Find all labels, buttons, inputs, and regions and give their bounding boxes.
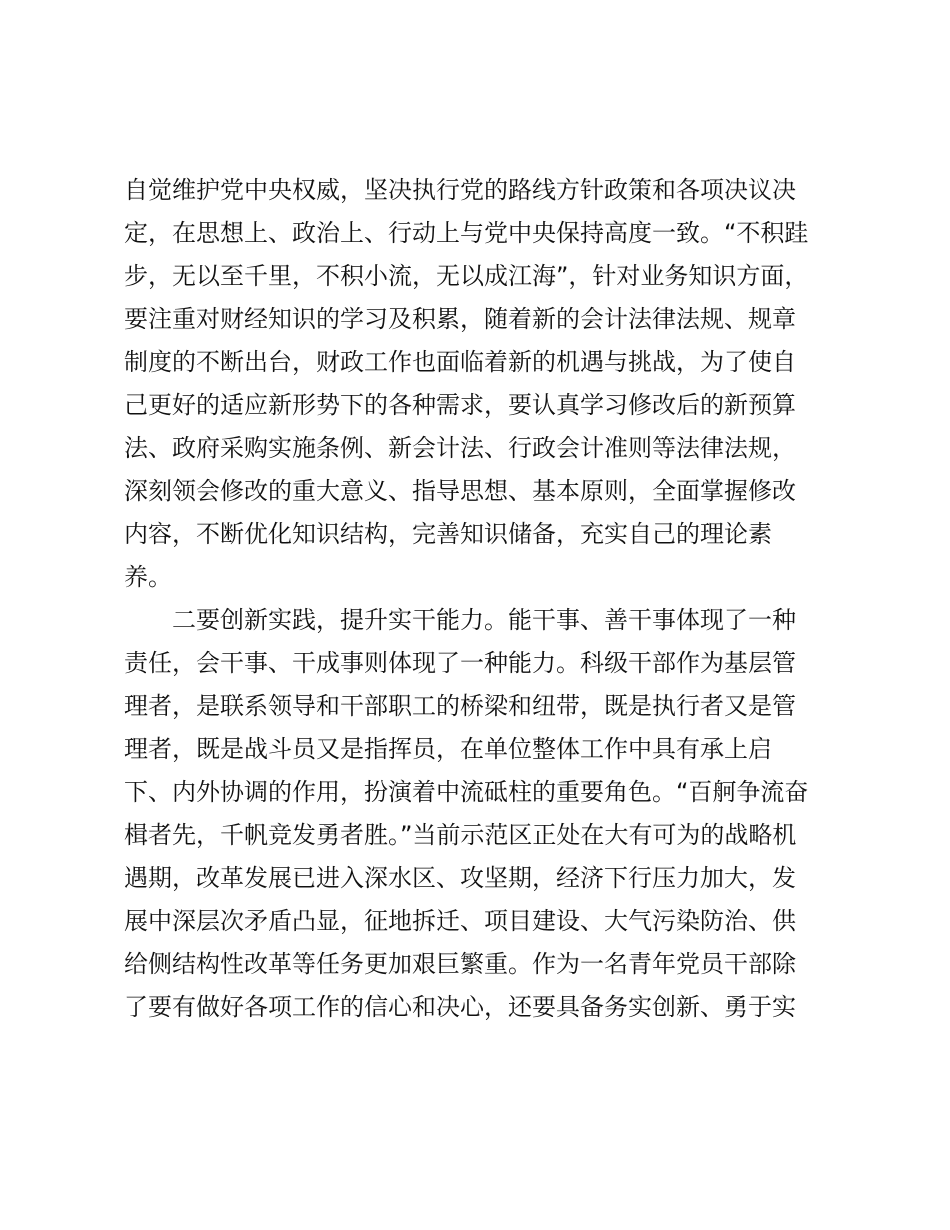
- text-line-17: 遇期，改革发展已进入深水区、攻坚期，经济下行压力加大，发: [124, 864, 796, 892]
- text-line-5: 制度的不断出台，财政工作也面临着新的机遇与挑战，为了使自: [124, 348, 796, 376]
- text-line-10: 养。: [124, 563, 172, 591]
- text-line-19: 给侧结构性改革等任务更加艰巨繁重。作为一名青年党员干部除: [124, 950, 796, 978]
- text-line-2: 定，在思想上、政治上、行动上与党中央保持高度一致。“不积跬: [124, 219, 809, 247]
- text-line-16: 楫者先，千帆竞发勇者胜。”当前示范区正处在大有可为的战略机: [124, 821, 797, 849]
- text-line-4: 要注重对财经知识的学习及积累，随着新的会计法律法规、规章: [124, 305, 796, 333]
- text-line-7: 法、政府采购实施条例、新会计法、行政会计准则等法律法规，: [124, 434, 796, 462]
- text-line-14: 理者，既是战斗员又是指挥员，在单位整体工作中具有承上启: [124, 735, 772, 763]
- text-line-18: 展中深层次矛盾凸显，征地拆迁、项目建设、大气污染防治、供: [124, 907, 796, 935]
- text-line-12: 责任，会干事、干成事则体现了一种能力。科级干部作为基层管: [124, 649, 796, 677]
- text-line-6: 己更好的适应新形势下的各种需求，要认真学习修改后的新预算: [124, 391, 796, 419]
- text-line-15: 下、内外协调的作用，扮演着中流砥柱的重要角色。“百舸争流奋: [124, 778, 809, 806]
- text-line-13: 理者，是联系领导和干部职工的桥梁和纽带，既是执行者又是管: [124, 692, 796, 720]
- text-line-9: 内容，不断优化知识结构，完善知识储备，充实自己的理论素: [124, 520, 772, 548]
- text-line-1: 自觉维护党中央权威，坚决执行党的路线方针政策和各项决议决: [124, 176, 796, 204]
- text-line-8: 深刻领会修改的重大意义、指导思想、基本原则，全面掌握修改: [124, 477, 796, 505]
- text-line-20: 了要有做好各项工作的信心和决心，还要具备务实创新、勇于实: [124, 993, 796, 1021]
- paragraph-2-first-line: 二要创新实践，提升实干能力。能干事、善干事体现了一种: [172, 606, 796, 634]
- text-line-3: 步，无以至千里，不积小流，无以成江海”，针对业务知识方面，: [124, 262, 809, 290]
